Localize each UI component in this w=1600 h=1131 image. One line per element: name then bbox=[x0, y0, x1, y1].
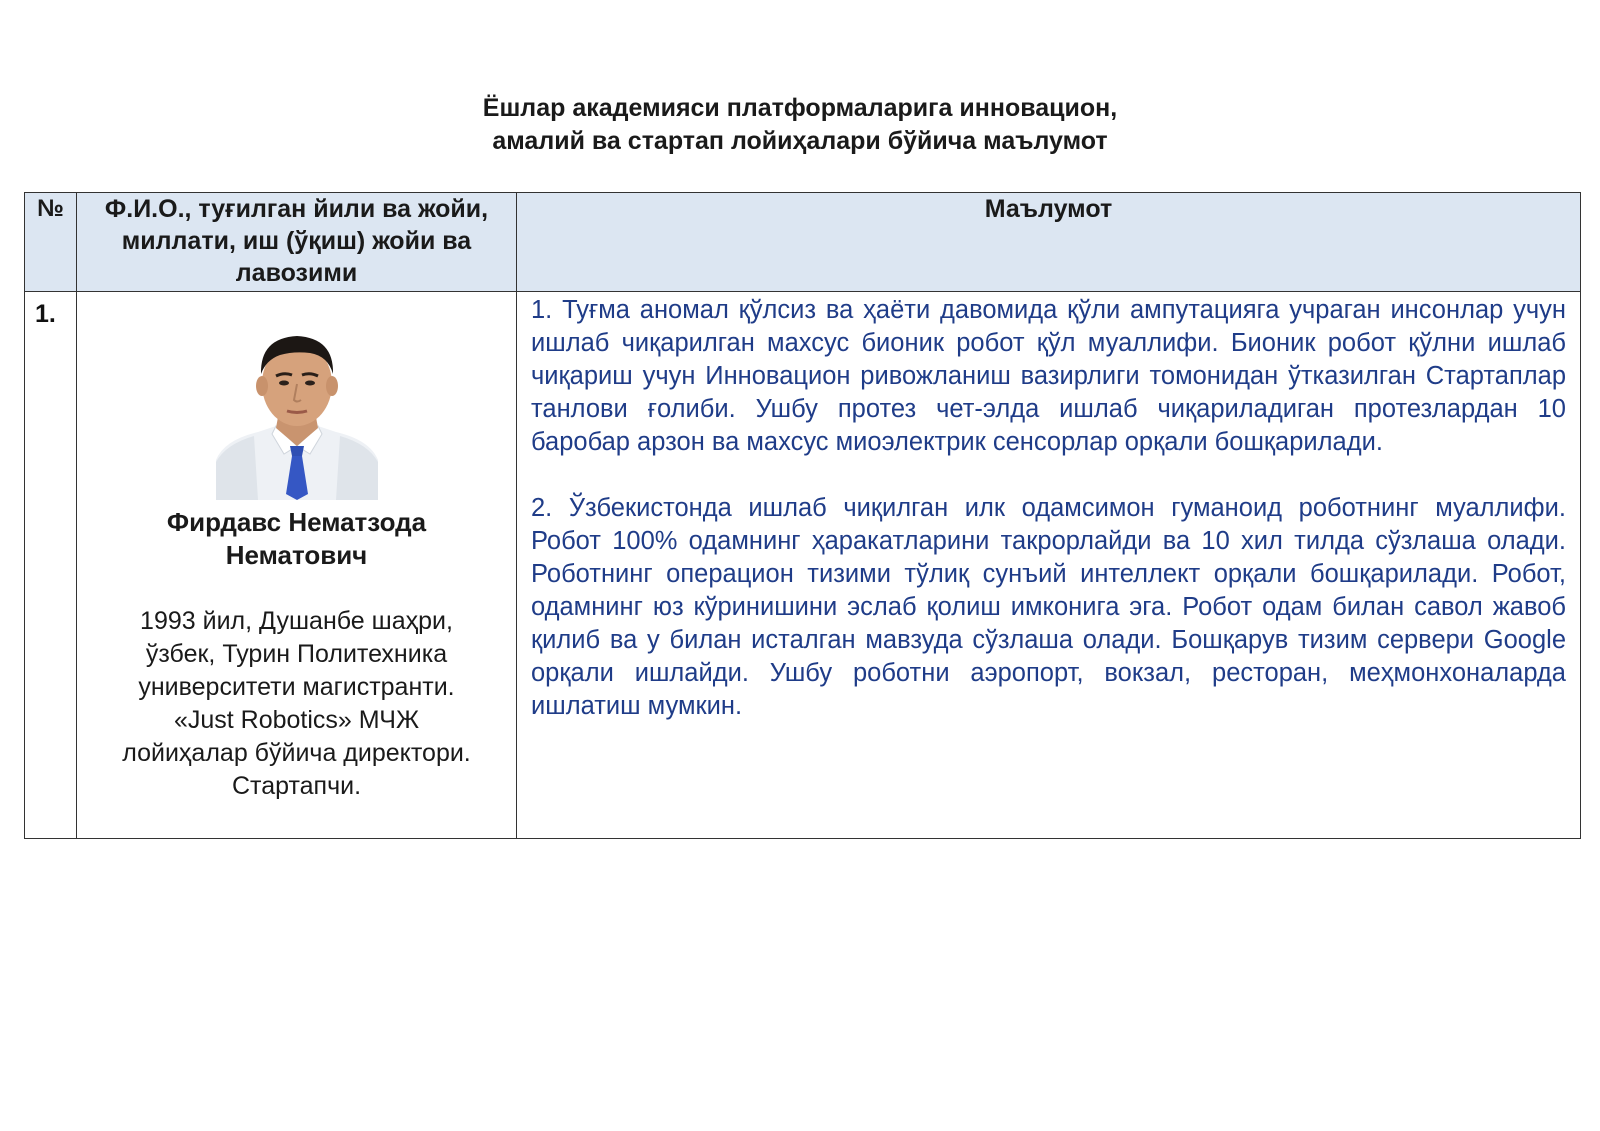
table-header-row bbox=[25, 193, 1581, 292]
bio-line: 1993 йил, Душанбе шаҳри, bbox=[140, 607, 453, 635]
bio-line: ўзбек, Турин Политехника bbox=[145, 640, 448, 668]
portrait-image bbox=[214, 322, 380, 500]
bio-line: «Just Robotics» МЧЖ bbox=[173, 706, 420, 734]
projects-table bbox=[24, 192, 1581, 839]
person-bio bbox=[77, 605, 516, 803]
bio-line: лойиҳалар бўйича директори. bbox=[122, 739, 471, 767]
person-name-line-2: Нематович bbox=[225, 540, 368, 570]
header-person: Ф.И.О., туғилган йили ва жойи, миллати, иш (ўқиш) жойи ва лавозими bbox=[77, 193, 517, 292]
header-info: Маълумот bbox=[517, 193, 1581, 292]
table-row bbox=[25, 292, 1581, 839]
title-line-1: Ёшлар академияси платформаларига инновацион, bbox=[482, 94, 1118, 122]
person-name-line-1: Фирдавс Нематзода bbox=[166, 507, 427, 537]
person-cell bbox=[77, 292, 517, 839]
bio-line: университети магистранти. bbox=[138, 673, 455, 701]
header-number: № bbox=[25, 193, 77, 292]
title-line-2: амалий ва стартап лойиҳалари бўйича маълумот bbox=[492, 127, 1108, 155]
document-title bbox=[0, 92, 1600, 158]
info-cell bbox=[517, 292, 1581, 839]
bio-line: Стартапчи. bbox=[231, 772, 362, 800]
person-name bbox=[77, 506, 516, 572]
info-paragraph-1: 1. Туғма аномал қўлсиз ва ҳаёти давомида қўли ампутацияга учраган инсонлар учун ишлаб чиқарилган махсус бионик робот қўл муаллифи. Бионик робот қўлни ишлаб чиқариш учун Инновацион ривожланиш вазирлиги томонидан ўтказилган Стартаплар танлови ғолиби. Ушбу протез чет-элда ишлаб чиқариладиган протезлардан 10 баробар арзон ва махсус миоэлектрик сенсорлар орқали бошқарилади. bbox=[531, 296, 1566, 456]
info-paragraph-2: 2. Ўзбекистонда ишлаб чиқилган илк одамсимон гуманоид роботнинг муаллифи. Робот 100% одамнинг ҳаракатларини такрорлайди ва 10 хил тилда сўзлаша олади. Роботнинг операцион тизими тўлиқ сунъий интеллект орқали бошқарилади. Робот, одамнинг юз кўринишини эслаб қолиш имконига эга. Робот одам билан савол жавоб қилиб ва у билан исталган мавзуда сўзлаша олади. Бошқарув тизим сервери Google орқали ишлайди. Ушбу роботни аэропорт, вокзал, ресторан, меҳмонхоналарда ишлатиш мумкин. bbox=[531, 494, 1566, 720]
person-photo bbox=[214, 322, 380, 500]
row-number: 1. bbox=[25, 292, 77, 839]
